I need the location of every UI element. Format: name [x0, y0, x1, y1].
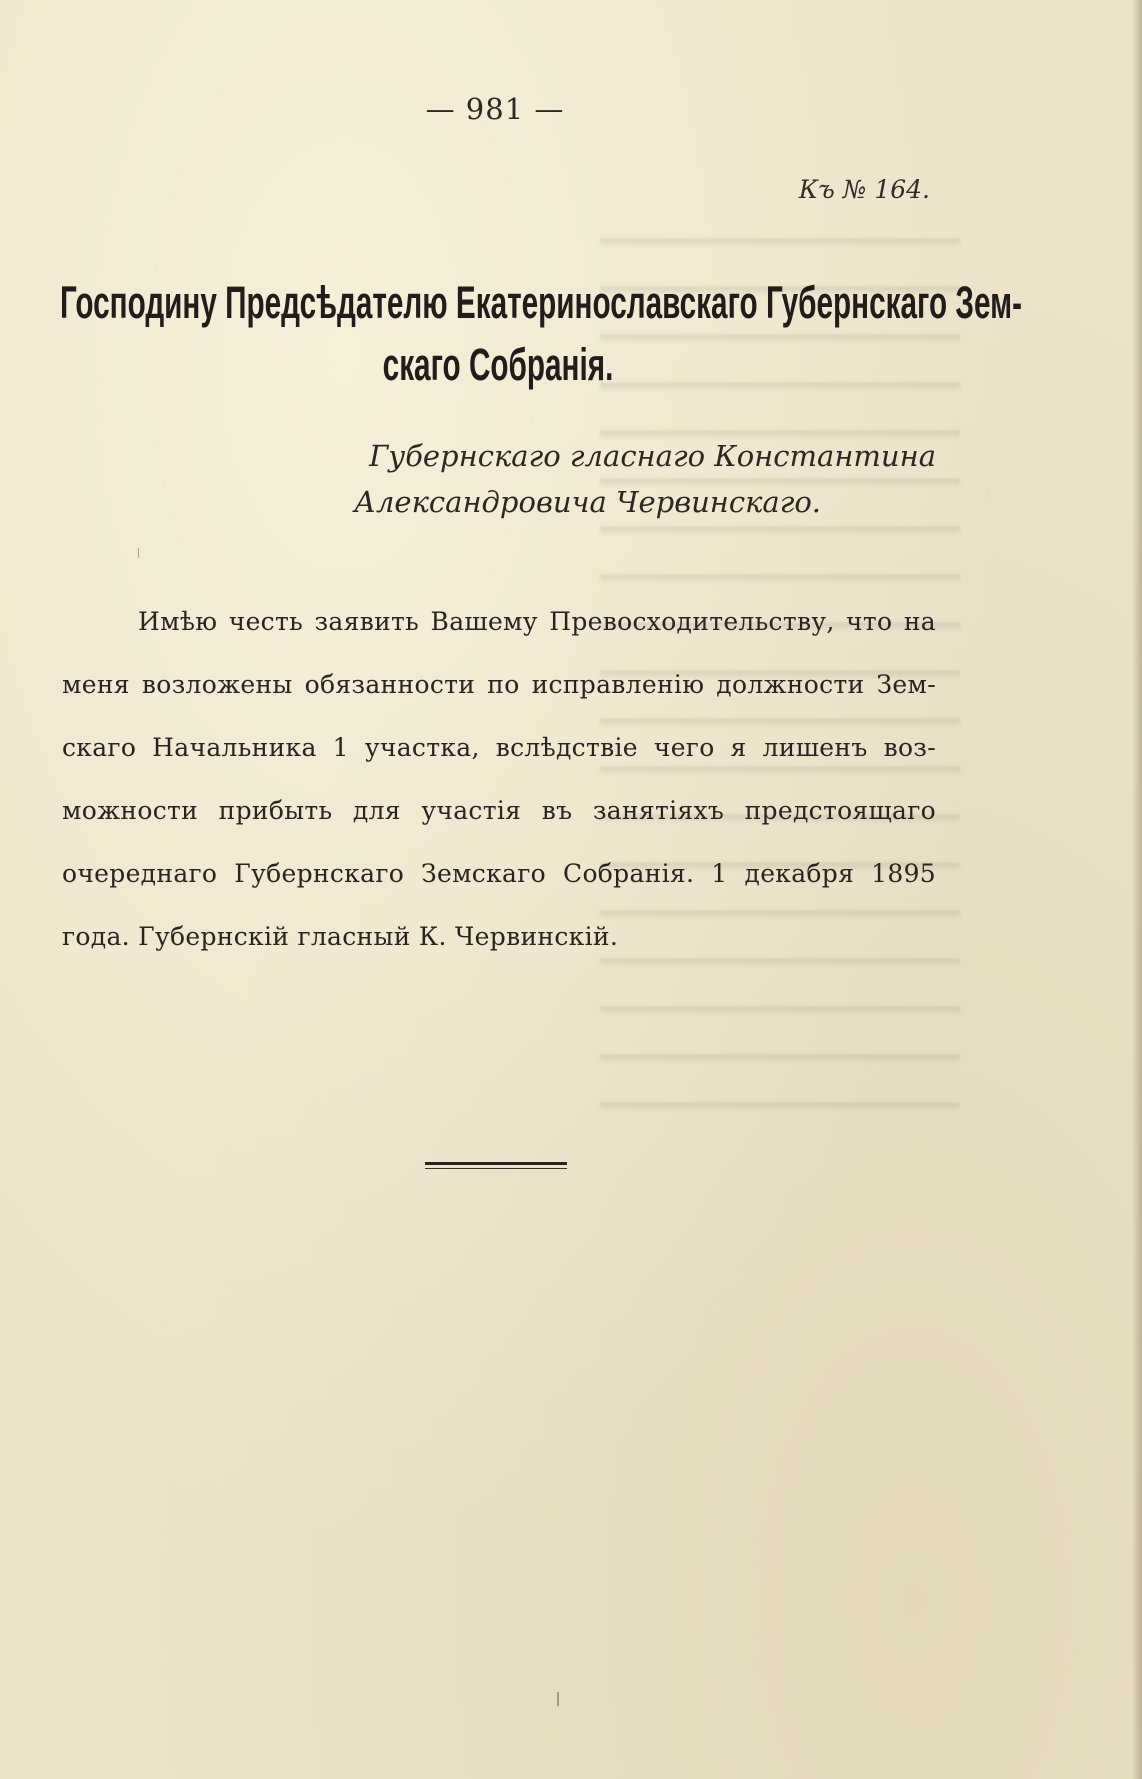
- body-line: меня возложены обязанности по исправленію должности Зем-: [62, 670, 936, 699]
- body-paragraph: [62, 590, 936, 968]
- reference-number: Къ № 164.: [798, 175, 930, 204]
- document-heading: [60, 272, 1022, 396]
- closing-rule: [425, 1162, 567, 1170]
- paper-speck: [138, 548, 139, 558]
- body-line: можности прибыть для участія въ занятіяхъ предстоящаго: [62, 796, 936, 825]
- author-line-1: Губернскаго гласнаго Константина: [369, 439, 936, 473]
- paper-speck: [557, 1692, 559, 1706]
- body-line: очереднаго Губернскаго Земскаго Собранія. 1 декабря 1895: [62, 859, 936, 888]
- author-line-2: Александровича Червинскаго.: [354, 485, 822, 519]
- page-number: — 981 —: [425, 92, 565, 126]
- body-line: Имѣю честь заявить Вашему Превосходительству, что на: [138, 607, 936, 636]
- body-line: скаго Начальника 1 участка, вслѣдствіе чего я лишенъ воз-: [62, 733, 936, 762]
- closing-rule-thin: [425, 1168, 567, 1169]
- closing-rule-thick: [425, 1162, 567, 1165]
- heading-line-1: Господину Предсѣдателю Екатеринославскаго Губернскаго Зем-: [60, 277, 1022, 328]
- page-edge-shadow: [1132, 0, 1142, 1779]
- heading-line-2: скаго Собранія.: [382, 339, 614, 390]
- author-block: [340, 433, 936, 525]
- body-line: года. Губернскій гласный К. Червинскій.: [62, 922, 619, 951]
